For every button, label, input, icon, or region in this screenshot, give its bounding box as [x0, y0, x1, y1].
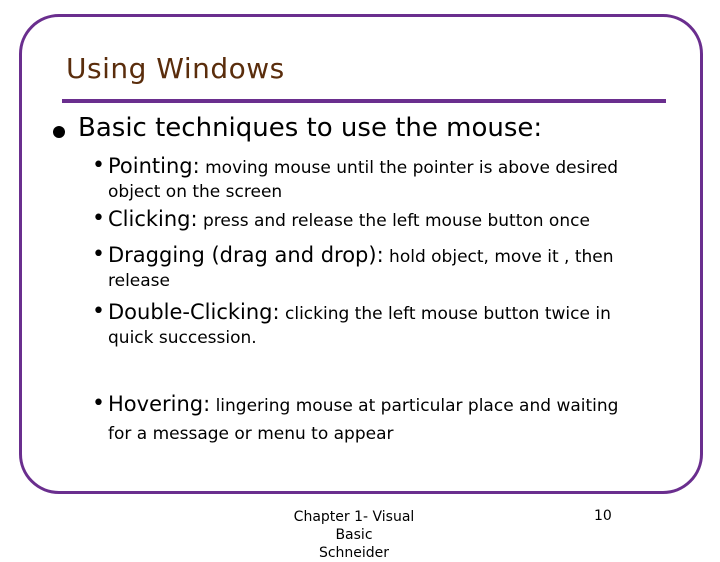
list-item-pointing: [92, 154, 682, 204]
bullet-icon: •: [92, 242, 105, 267]
bullet-icon: •: [92, 391, 105, 416]
main-bullet-icon: [53, 126, 65, 138]
item-description-continued: for a message or menu to appear: [108, 424, 394, 444]
item-description: hold object, move it , then: [383, 247, 614, 267]
item-description: press and release the left mouse button once: [197, 211, 590, 231]
item-description: clicking the left mouse button twice in: [279, 304, 611, 324]
item-description-continued: quick succession.: [108, 328, 257, 348]
item-description-continued: release: [108, 271, 170, 291]
footer-line-2: Schneider: [318, 545, 390, 561]
main-point: Basic techniques to use the mouse:: [78, 113, 543, 143]
footer-chapter: [280, 508, 428, 562]
bullet-icon: •: [92, 299, 105, 324]
list-item-hovering: [92, 390, 682, 448]
item-term: Pointing:: [108, 154, 200, 178]
list-item-dragging: [92, 243, 682, 293]
item-term: Double-Clicking:: [108, 300, 280, 324]
item-description: lingering mouse at particular place and waiting: [210, 396, 619, 416]
footer-line-1: Chapter 1- Visual Basic: [293, 509, 415, 543]
item-description-continued: object on the screen: [108, 182, 283, 202]
bullet-icon: •: [92, 206, 105, 231]
item-term: Clicking:: [108, 207, 198, 231]
bullet-icon: •: [92, 153, 105, 178]
item-term: Dragging (drag and drop):: [108, 243, 384, 267]
item-description: moving mouse until the pointer is above desired: [199, 158, 619, 178]
slide-title: Using Windows: [66, 52, 285, 85]
page-number: 10: [594, 508, 612, 524]
list-item-double-clicking: [92, 300, 682, 350]
list-item-clicking: [92, 207, 682, 233]
title-underline: [62, 99, 666, 103]
item-term: Hovering:: [108, 392, 211, 416]
